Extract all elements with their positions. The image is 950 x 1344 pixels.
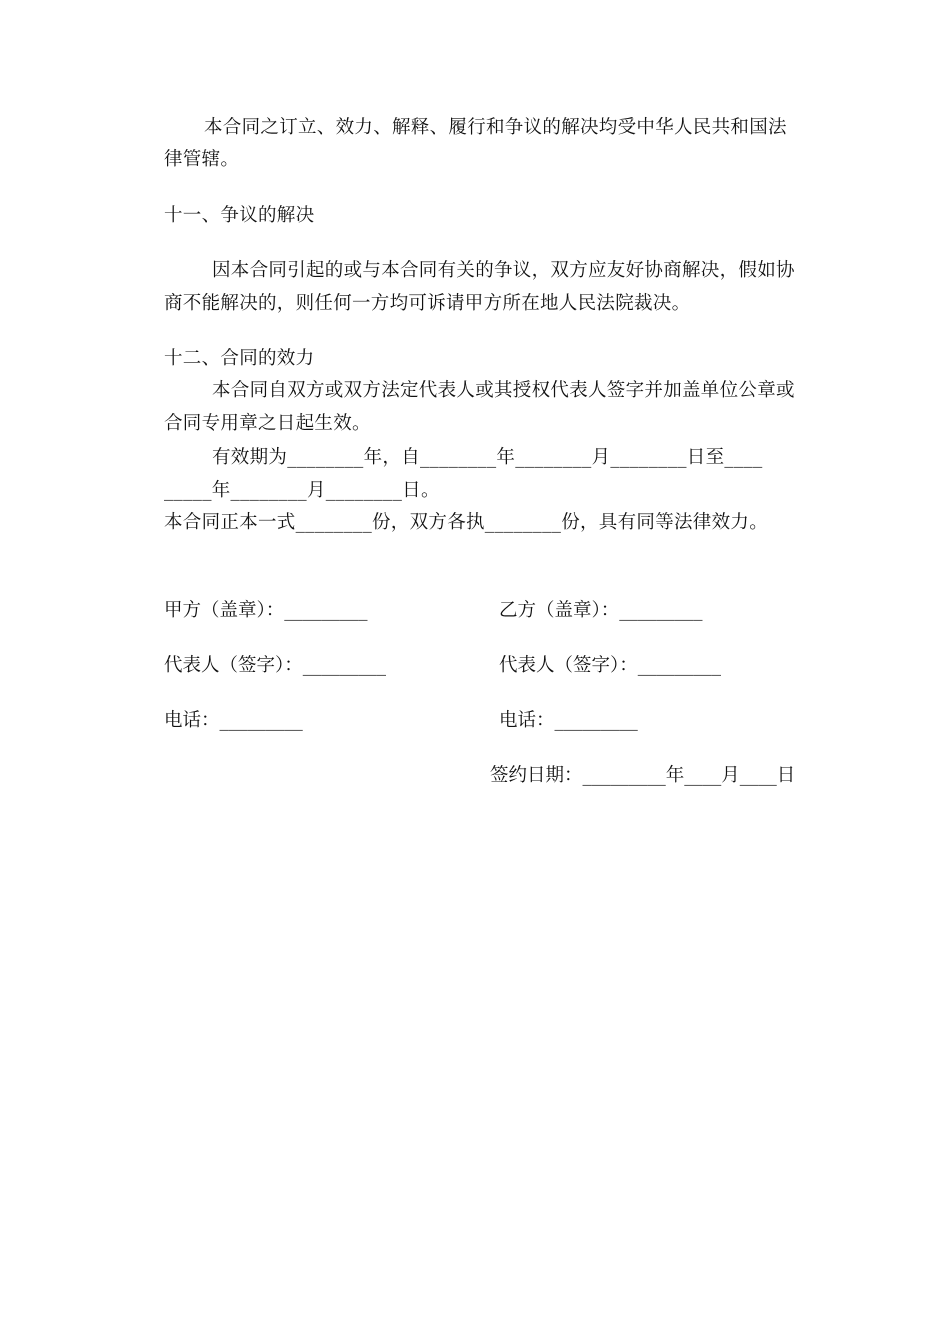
clause12-body-line2: 合同专用章之日起生效。	[164, 413, 371, 434]
clause11-body-line2: 商不能解决的，则任何一方均可诉请甲方所在地人民法院裁决。	[164, 293, 691, 314]
party-b-seal-field: 乙方（盖章）：_________	[499, 600, 703, 621]
clause12-body-line1: 本合同自双方或双方法定代表人或其授权代表人签字并加盖单位公章或	[212, 380, 795, 401]
validity-line2: _____年________月________日。	[164, 480, 440, 501]
party-b-phone-field: 电话：_________	[499, 710, 638, 731]
party-a-phone-field: 电话：_________	[164, 710, 303, 731]
clause10-body-line1: 本合同之订立、效力、解释、履行和争议的解决均受中华人民共和国法	[204, 117, 787, 138]
clause11-heading: 十一、争议的解决	[164, 205, 315, 226]
validity-line1: 有效期为________年，自________年________月________日至____	[212, 447, 763, 468]
clause12-heading: 十二、合同的效力	[164, 348, 315, 369]
copies-line: 本合同正本一式________份，双方各执________份，具有同等法律效力。	[164, 512, 769, 533]
party-a-seal-field: 甲方（盖章）：_________	[164, 600, 368, 621]
clause10-body-line2: 律管辖。	[164, 149, 240, 170]
clause11-body-line1: 因本合同引起的或与本合同有关的争议，双方应友好协商解决，假如协	[212, 260, 795, 281]
party-a-representative-field: 代表人（签字）：_________	[164, 655, 387, 676]
sign-date-field: 签约日期：_________年____月____日	[490, 765, 796, 786]
party-b-representative-field: 代表人（签字）：_________	[499, 655, 722, 676]
